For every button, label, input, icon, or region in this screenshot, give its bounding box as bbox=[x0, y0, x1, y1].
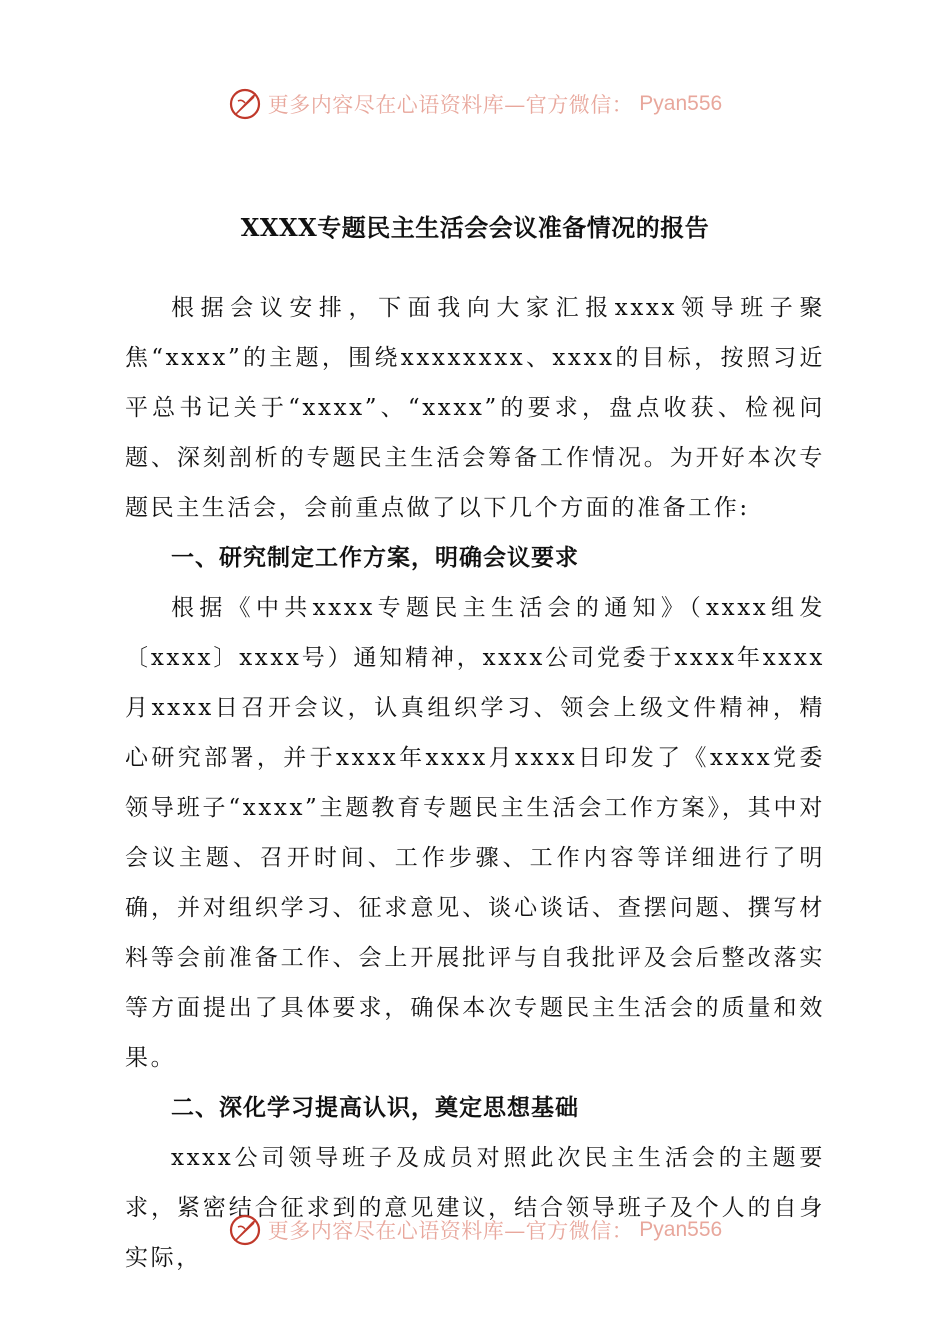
section-paragraph-1: 根据《中共xxxx专题民主生活会的通知》（xxxx组发〔xxxx〕xxxx号）通知精神，xxxx公司党委于xxxx年xxxx月xxxx日召开会议，认真组织学习、领会上级文件精神，精心研究部署，并于xxxx年xxxx月xxxx日印发了《xxxx党委领导班子“xxxx”主题教育专题民主生活会工作方案》，其中对会议主题、召开时间、工作步骤、工作内容等详细进行了明确，并对组织学习、征求意见、谈心谈话、查摆问题、撰写材料等会前准备工作、会上开展批评与自我批评及会后整改落实等方面提出了具体要求，确保本次专题民主生活会的质量和效果。 bbox=[125, 595, 825, 1071]
section-paragraph-2: xxxx公司领导班子及成员对照此次民主生活会的主题要求，紧密结合征求到的意见建议，结合领导班子及个人的自身实际， bbox=[125, 1145, 825, 1271]
document-body bbox=[125, 283, 825, 1283]
watermark-text: 更多内容尽在心语资料库—官方微信： bbox=[267, 1219, 634, 1243]
quill-pen-circle-icon bbox=[228, 87, 262, 121]
wechat-id: Pyan556 bbox=[639, 92, 723, 115]
wechat-id: Pyan556 bbox=[639, 1218, 723, 1241]
watermark-text: 更多内容尽在心语资料库—官方微信： bbox=[267, 93, 634, 117]
document-title: XXXX专题民主生活会会议准备情况的报告 bbox=[240, 213, 710, 242]
section-heading-1: 一、研究制定工作方案，明确会议要求 bbox=[171, 545, 579, 571]
intro-paragraph: 根据会议安排，下面我向大家汇报xxxx领导班子聚焦“xxxx”的主题，围绕xxxxxxxx、xxxx的目标，按照习近平总书记关于“xxxx”、“xxxx”的要求，盘点收获、检视问题、深刻剖析的专题民主生活会筹备工作情况。为开好本次专题民主生活会，会前重点做了以下几个方面的准备工作: bbox=[125, 295, 825, 521]
footer-watermark bbox=[0, 1208, 950, 1252]
header-watermark bbox=[0, 82, 950, 126]
quill-pen-circle-icon bbox=[228, 1213, 262, 1247]
section-heading-2: 二、深化学习提高认识，奠定思想基础 bbox=[171, 1095, 579, 1121]
